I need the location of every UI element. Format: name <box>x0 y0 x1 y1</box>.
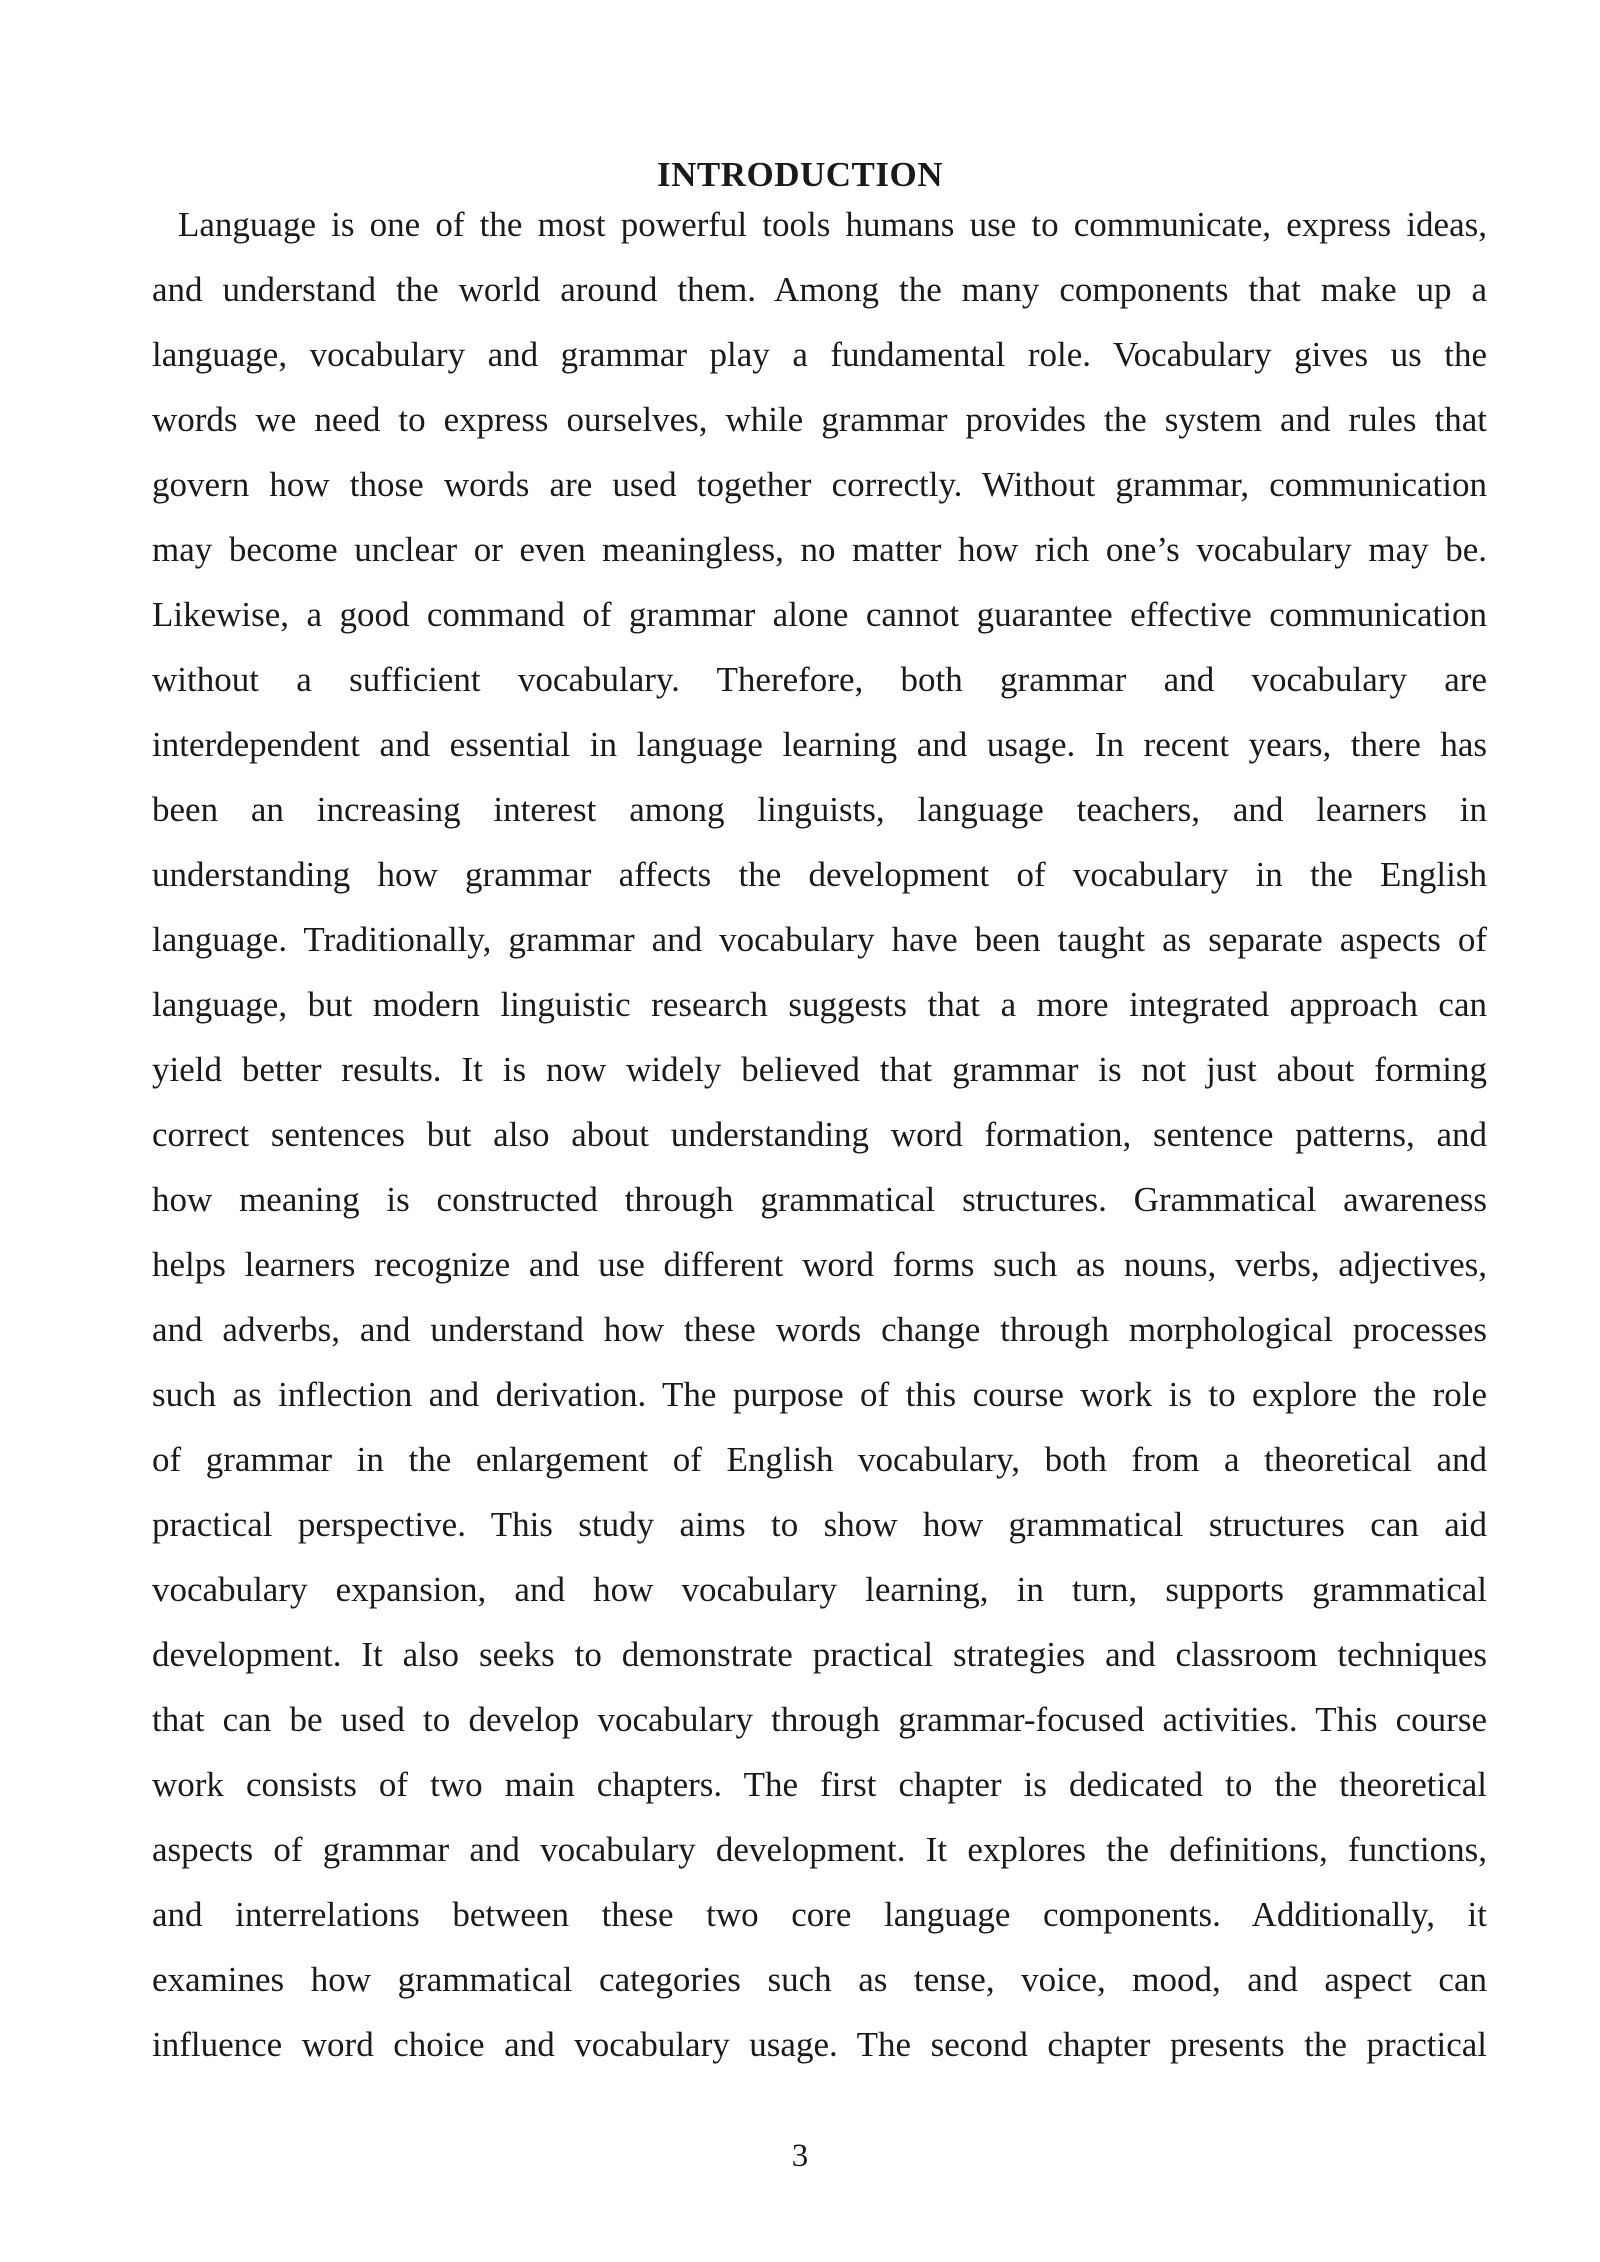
text-line: work consists of two main chapters. The first chapter is dedicated to the theoretical <box>152 1765 1487 1804</box>
page-number: 3 <box>791 2138 809 2174</box>
text-line: aspects of grammar and vocabulary development. It explores the definitions, functions, <box>152 1830 1487 1869</box>
section-heading: INTRODUCTION <box>656 155 944 194</box>
text-line: Language is one of the most powerful tools humans use to communicate, express ideas, <box>178 205 1487 244</box>
text-line: how meaning is constructed through grammatical structures. Grammatical awareness <box>152 1180 1487 1219</box>
text-line: that can be used to develop vocabulary through grammar-focused activities. This course <box>152 1700 1487 1739</box>
text-line: correct sentences but also about understanding word formation, sentence patterns, and <box>152 1115 1487 1154</box>
text-line: such as inflection and derivation. The purpose of this course work is to explore the role <box>152 1375 1487 1414</box>
text-line: yield better results. It is now widely believed that grammar is not just about forming <box>152 1050 1487 1089</box>
text-line: Likewise, a good command of grammar alone cannot guarantee effective communication <box>152 595 1487 634</box>
text-line: development. It also seeks to demonstrate practical strategies and classroom techniques <box>152 1635 1487 1674</box>
text-line: vocabulary expansion, and how vocabulary learning, in turn, supports grammatical <box>152 1570 1487 1609</box>
text-line: influence word choice and vocabulary usage. The second chapter presents the practical <box>152 2025 1487 2064</box>
text-line: been an increasing interest among linguists, language teachers, and learners in <box>152 790 1487 829</box>
text-line: language. Traditionally, grammar and vocabulary have been taught as separate aspects of <box>152 920 1487 959</box>
text-line: of grammar in the enlargement of English vocabulary, both from a theoretical and <box>152 1440 1487 1479</box>
text-line: and understand the world around them. Among the many components that make up a <box>152 270 1487 309</box>
text-line: examines how grammatical categories such as tense, voice, mood, and aspect can <box>152 1960 1487 1999</box>
text-line: understanding how grammar affects the development of vocabulary in the English <box>152 855 1487 894</box>
body-paragraph <box>152 202 1487 2087</box>
text-line: language, but modern linguistic research suggests that a more integrated approach can <box>152 985 1487 1024</box>
text-line: language, vocabulary and grammar play a fundamental role. Vocabulary gives us the <box>152 335 1487 374</box>
text-line: helps learners recognize and use different word forms such as nouns, verbs, adjectives, <box>152 1245 1487 1284</box>
text-line: and adverbs, and understand how these words change through morphological processes <box>152 1310 1487 1349</box>
text-line: words we need to express ourselves, while grammar provides the system and rules that <box>152 400 1487 439</box>
text-line: practical perspective. This study aims to show how grammatical structures can aid <box>152 1505 1487 1544</box>
text-line: and interrelations between these two core language components. Additionally, it <box>152 1895 1487 1934</box>
text-line: interdependent and essential in language learning and usage. In recent years, there has <box>152 725 1487 764</box>
text-line: without a sufficient vocabulary. Therefore, both grammar and vocabulary are <box>152 660 1487 699</box>
text-line: may become unclear or even meaningless, no matter how rich one’s vocabulary may be. <box>152 530 1487 569</box>
text-line: govern how those words are used together correctly. Without grammar, communication <box>152 465 1487 504</box>
